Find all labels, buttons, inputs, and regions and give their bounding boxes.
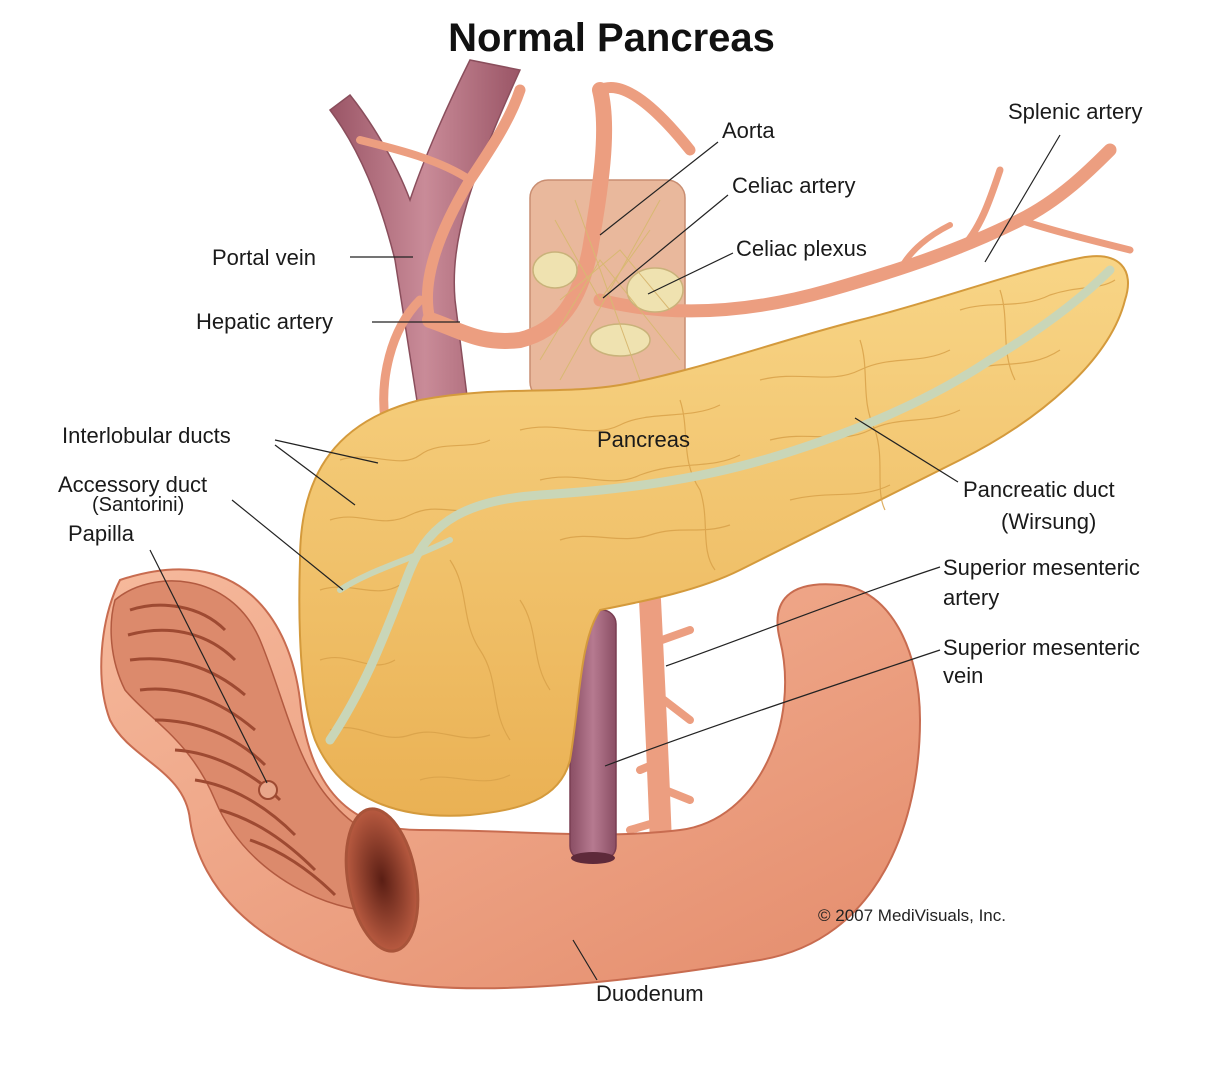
- label-sma-line1: Superior mesenteric: [943, 555, 1140, 580]
- label-pancreas: Pancreas: [597, 427, 690, 452]
- label-splenic-artery: Splenic artery: [1008, 99, 1143, 124]
- papilla: [259, 781, 277, 799]
- label-smv-line1: Superior mesenteric: [943, 635, 1140, 660]
- label-celiac-artery: Celiac artery: [732, 173, 856, 198]
- label-hepatic-artery: Hepatic artery: [196, 309, 333, 334]
- label-celiac-plexus: Celiac plexus: [736, 236, 867, 261]
- label-papilla: Papilla: [68, 521, 135, 546]
- label-pancreatic-duct-sub: (Wirsung): [1001, 509, 1097, 534]
- label-pancreatic-duct: Pancreatic duct: [963, 477, 1115, 502]
- label-accessory-duct: Accessory duct: [58, 472, 208, 497]
- label-duodenum: Duodenum: [596, 981, 704, 1006]
- portal-vein: [330, 60, 520, 420]
- diagram-title: Normal Pancreas: [448, 16, 775, 60]
- label-accessory-duct-sub: (Santorini): [92, 494, 185, 516]
- label-smv-line2: vein: [943, 663, 984, 688]
- copyright-notice: © 2007 MediVisuals, Inc.: [818, 906, 1006, 925]
- label-sma-line2: artery: [943, 585, 1000, 610]
- label-aorta: Aorta: [722, 118, 775, 143]
- label-interlobular-ducts: Interlobular ducts: [62, 423, 231, 448]
- label-portal-vein: Portal vein: [212, 245, 316, 270]
